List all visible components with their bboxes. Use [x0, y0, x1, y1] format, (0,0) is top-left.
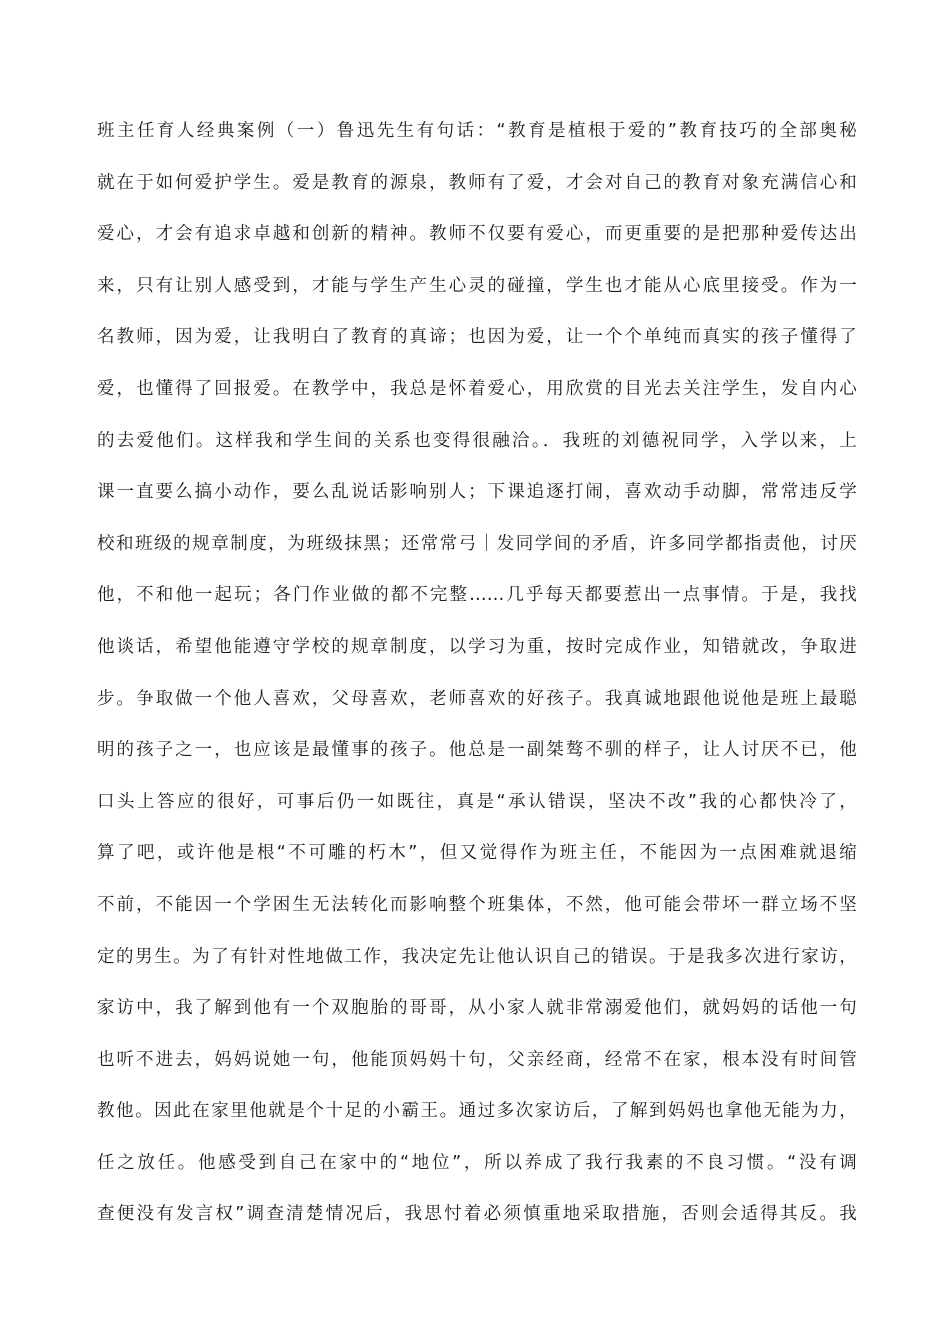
text-line-13: 明的孩子之一，也应该是最懂事的孩子。他总是一副桀骜不驯的样子，让人讨厌不已，他 — [97, 740, 857, 761]
text-line-18: 家访中，我了解到他有一个双胞胎的哥哥，从小家人就非常溺爱他们，就妈妈的话他一句 — [97, 998, 857, 1019]
text-line-20: 教他。因此在家里他就是个十足的小霸王。通过多次家访后，了解到妈妈也拿他无能为力， — [97, 1101, 857, 1122]
text-line-5: 名教师，因为爱，让我明白了教育的真谛；也因为爱，让一个个单纯而真实的孩子懂得了 — [97, 327, 857, 348]
text-line-11: 他谈话，希望他能遵守学校的规章制度，以学习为重，按时完成作业，知错就改，争取进 — [97, 636, 857, 657]
text-line-16: 不前，不能因一个学困生无法转化而影响整个班集体，不然，他可能会带坏一群立场不坚 — [97, 894, 857, 915]
text-line-2: 就在于如何爱护学生。爱是教育的源泉，教师有了爱，才会对自己的教育对象充满信心和 — [97, 172, 857, 193]
text-line-3: 爱心，才会有追求卓越和创新的精神。教师不仅要有爱心，而更重要的是把那种爱传达出 — [97, 224, 857, 245]
text-line-15: 算了吧，或许他是根“不可雕的朽木”，但又觉得作为班主任，不能因为一点困难就退缩 — [97, 843, 857, 864]
text-line-19: 也听不进去，妈妈说她一句，他能顶妈妈十句，父亲经商，经常不在家，根本没有时间管 — [97, 1049, 857, 1070]
text-line-12: 步。争取做一个他人喜欢，父母喜欢，老师喜欢的好孩子。我真诚地跟他说他是班上最聪 — [97, 688, 857, 709]
text-line-9: 校和班级的规章制度，为班级抹黑；还常常弓｜发同学间的矛盾，许多同学都指责他，讨厌 — [97, 533, 857, 554]
document-body-text — [97, 111, 857, 1246]
text-line-6: 爱，也懂得了回报爱。在教学中，我总是怀着爱心，用欣赏的目光去关注学生，发自内心 — [97, 378, 857, 399]
text-line-22: 查便没有发言权”调查清楚情况后，我思忖着必须慎重地采取措施，否则会适得其反。我 — [97, 1204, 857, 1225]
text-line-21: 任之放任。他感受到自己在家中的“地位”，所以养成了我行我素的不良习惯。“没有调 — [97, 1152, 857, 1173]
text-line-8: 课一直要么搞小动作，要么乱说话影响别人；下课追逐打闹，喜欢动手动脚，常常违反学 — [97, 482, 857, 503]
text-line-17: 定的男生。为了有针对性地做工作，我决定先让他认识自己的错误。于是我多次进行家访， — [97, 946, 857, 967]
text-line-1: 班主任育人经典案例（一）鲁迅先生有句话：“教育是植根于爱的”教育技巧的全部奥秘 — [97, 121, 857, 141]
text-line-4: 来，只有让别人感受到，才能与学生产生心灵的碰撞，学生也才能从心底里接受。作为一 — [97, 275, 857, 296]
text-line-14: 口头上答应的很好，可事后仍一如既往，真是“承认错误，坚决不改”我的心都快冷了， — [97, 791, 857, 812]
text-line-7: 的去爱他们。这样我和学生间的关系也变得很融洽。．我班的刘德祝同学，入学以来，上 — [97, 430, 857, 451]
text-line-10: 他，不和他一起玩；各门作业做的都不完整……几乎每天都要惹出一点事情。于是，我找 — [97, 585, 857, 606]
